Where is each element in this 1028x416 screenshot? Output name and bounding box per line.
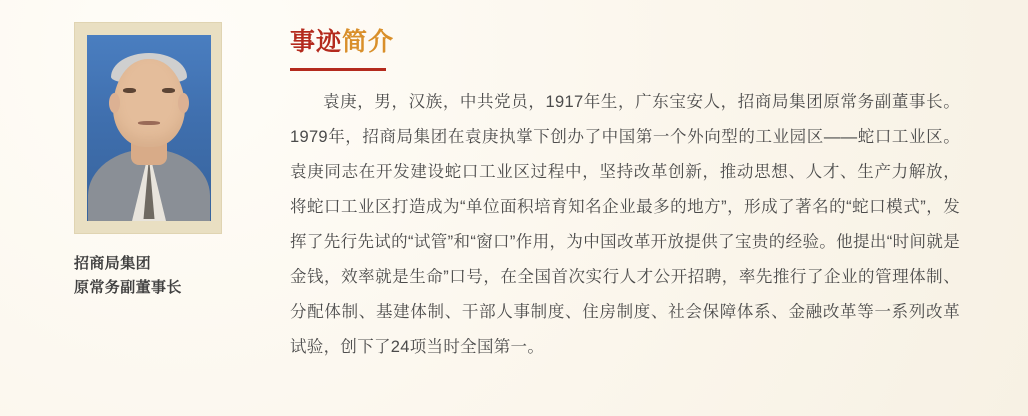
portrait-caption xyxy=(74,252,290,300)
portrait-photo xyxy=(87,35,211,221)
portrait-frame xyxy=(74,22,222,234)
portrait-caption-line-1: 招商局集团 xyxy=(74,255,152,272)
section-title-underline xyxy=(290,68,386,71)
portrait-mouth xyxy=(138,121,160,125)
section-title xyxy=(290,22,394,68)
portrait-caption-line-2: 原常务副董事长 xyxy=(74,279,182,296)
portrait-eye-right xyxy=(162,88,175,93)
portrait-face xyxy=(113,59,185,147)
portrait-column xyxy=(0,0,290,416)
content-column xyxy=(290,0,1028,416)
section-title-strong: 事迹 xyxy=(290,28,343,56)
biography-body-text: 袁庚，男，汉族，中共党员，1917年生，广东宝安人，招商局集团原常务副董事长。1979年，招商局集团在袁庚执掌下创办了中国第一个外向型的工业园区——蛇口工业区。袁庚同志在开发建设蛇口工业区过程中，坚持改革创新，推动思想、人才、生产力解放，将蛇口工业区打造成为“单位面积培育知名企业最多的地方”，形成了著名的“蛇口模式”，发挥了先行先试的“试管”和“窗口”作用，为中国改革开放提供了宝贵的经验。他提出“时间就是金钱，效率就是生命”口号，在全国首次实行人才公开招聘，率先推行了企业的管理体制、分配体制、基建体制、干部人事制度、住房制度、社会保障体系、金融改革等一系列改革试验，创下了24项当时全国第一。 xyxy=(290,93,960,356)
portrait-eye-left xyxy=(123,88,136,93)
portrait-ear-left xyxy=(109,93,120,113)
portrait-ear-right xyxy=(178,93,189,113)
section-title-light: 简介 xyxy=(342,28,395,56)
